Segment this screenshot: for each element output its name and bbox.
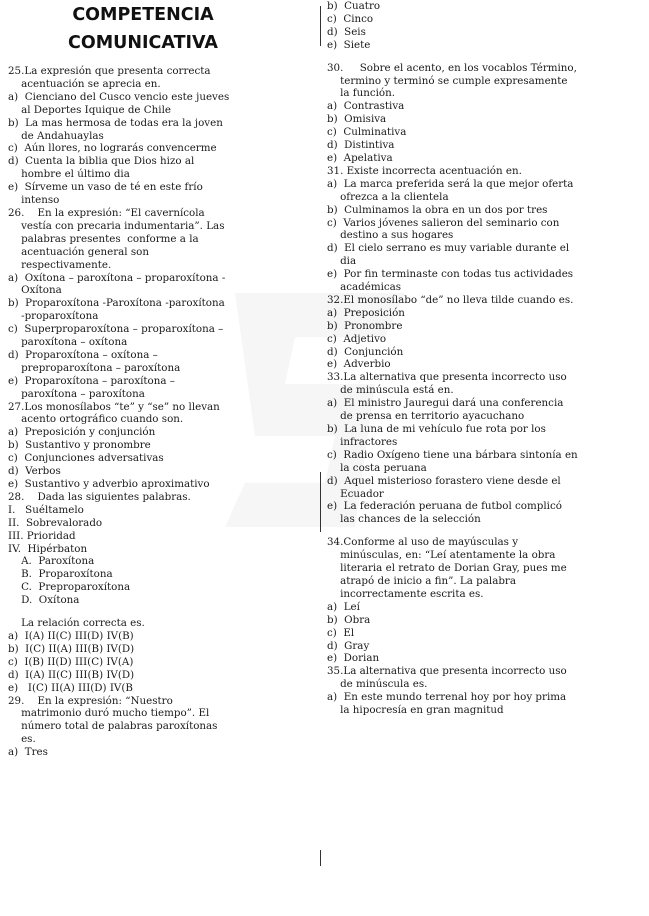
text-line: de Andahuaylas [8, 129, 104, 142]
text-line [327, 526, 645, 536]
text-line: c) I(B) II(D) III(C) IV(A) [8, 655, 134, 668]
title-line-2: COMUNICATIVA [68, 33, 218, 53]
text-line: incorrectamente escrita es. [327, 587, 484, 600]
text-line: a) La marca preferida será la que mejor oferta [327, 177, 574, 190]
text-line: III. Prioridad [8, 529, 76, 542]
text-line: al Deportes Iquique de Chile [8, 103, 171, 116]
text-line: e) Sírveme un vaso de té en este frío [8, 181, 203, 194]
text-line: preproparoxítona – paroxítona [8, 361, 181, 374]
text-line: b) Cuatro [327, 0, 381, 12]
text-line: b) Sustantivo y pronombre [8, 439, 151, 452]
text-line: c) Superproparoxítona – proparoxítona – [8, 323, 224, 336]
text-line: II. Sobrevalorado [8, 516, 103, 529]
column-divider-bottom [320, 850, 321, 866]
right-column [327, 0, 645, 717]
text-line: minúsculas, en: “Leí atentamente la obra [327, 549, 556, 562]
text-line: b) Pronombre [327, 319, 403, 332]
text-line: vestía con precaria indumentaria”. Las [8, 219, 225, 232]
text-line: acentuación general son [8, 245, 149, 258]
text-line: 35.La alternativa que presenta incorrecto uso [327, 665, 567, 678]
text-line: 31. Existe incorrecta acentuación en. [327, 164, 522, 177]
text-line: termino y terminó se cumple expresamente [327, 74, 568, 87]
text-line: la función. [327, 87, 396, 100]
text-line: e) Apelativa [327, 151, 393, 164]
text-line: Oxítona [8, 284, 62, 297]
text-line: 28. Dada las siguientes palabras. [8, 490, 191, 503]
text-line [8, 607, 308, 617]
text-line: las chances de la selección [327, 513, 481, 526]
text-line: de minúscula es. [327, 678, 428, 691]
text-line: -proparoxítona [8, 310, 99, 323]
text-line: atrapó de inicio a fin”. La palabra [327, 574, 516, 587]
text-line: intenso [8, 194, 60, 207]
text-line: matrimonio duró mucho tiempo”. El [8, 707, 210, 720]
text-line: b) Omisiva [327, 113, 387, 126]
text-line: Ecuador [327, 487, 384, 500]
text-line: b) I(C) II(A) III(B) IV(D) [8, 642, 135, 655]
text-line: 25.La expresión que presenta correcta [8, 65, 211, 77]
text-line: IV. Hipérbaton [8, 542, 88, 555]
text-line: e) I(C) II(A) III(D) IV(B [8, 681, 133, 694]
text-line: a) En este mundo terrenal hoy por hoy prima [327, 691, 567, 704]
text-line: d) Conjunción [327, 345, 404, 358]
text-line: La relación correcta es. [8, 617, 145, 630]
text-line: la hipocresía en gran magnitud [327, 704, 504, 717]
text-line: respectivamente. [8, 258, 112, 271]
text-line: d) Seis [327, 25, 366, 38]
text-line: a) Preposición [327, 306, 405, 319]
text-line: d) Cuenta la biblia que Dios hizo al [8, 155, 195, 168]
text-line: ofrezca a la clientela [327, 190, 449, 203]
text-line: e) Por fin terminaste con todas tus actividades [327, 268, 574, 281]
text-line: d) I(A) II(C) III(B) IV(D) [8, 668, 135, 681]
text-line: a) Oxítona – paroxítona – proparoxítona - [8, 271, 226, 284]
text-line: e) Sustantivo y adverbio aproximativo [8, 478, 210, 490]
text-line: e) Siete [327, 38, 371, 51]
text-line: 32.El monosílabo “de” no lleva tilde cuando es. [327, 293, 574, 306]
text-line: D. Oxítona [8, 594, 80, 607]
text-line: literaria el retrato de Dorian Gray, pues me [327, 562, 567, 575]
text-line: d) Verbos [8, 465, 61, 478]
text-line: palabras presentes conforme a la [8, 232, 199, 245]
text-line: a) Contrastiva [327, 100, 405, 113]
text-line: de prensa en territorio ayacuchano [327, 410, 525, 423]
text-line: paroxítona – oxítona [8, 336, 128, 349]
column-divider-middle [320, 472, 321, 532]
text-line: a) Cienciano del Cusco vencio este jueves [8, 90, 230, 103]
text-line: académicas [327, 281, 402, 294]
text-line: a) El ministro Jauregui dará una conferencia [327, 397, 564, 410]
text-line: a) I(A) II(C) III(D) IV(B) [8, 629, 134, 642]
left-question-list [8, 65, 308, 759]
text-line: d) Gray [327, 639, 370, 652]
text-line: b) La mas hermosa de todas era la joven [8, 116, 223, 129]
text-line: c) Conjunciones adversativas [8, 452, 164, 465]
text-line: 30. Sobre el acento, en los vocablos Término, [327, 61, 577, 74]
text-line: d) El cielo serrano es muy variable durante el [327, 242, 570, 255]
text-line: a) Tres [8, 746, 48, 759]
text-line: c) Varios jóvenes salieron del seminario con [327, 216, 560, 229]
text-line: C. Preproparoxítona [8, 581, 131, 594]
text-line: c) El [327, 626, 355, 639]
text-line: b) Proparoxítona -Paroxítona -paroxítona [8, 297, 225, 310]
text-line: a) Preposición y conjunción [8, 426, 156, 439]
text-line: b) Culminamos la obra en un dos por tres [327, 203, 548, 216]
text-line: de minúscula está en. [327, 384, 454, 397]
text-line: infractores [327, 435, 398, 448]
text-line: hombre el último dia [8, 168, 130, 181]
text-line: e) Adverbio [327, 358, 391, 371]
right-question-list [327, 0, 645, 717]
text-line: B. Proparoxítona [8, 568, 113, 581]
text-line: es. [8, 733, 36, 746]
text-line: A. Paroxítona [8, 555, 95, 568]
text-line: b) Obra [327, 613, 371, 626]
text-line: d) Distintiva [327, 139, 395, 152]
text-line: dia [327, 255, 357, 268]
text-line: d) Aquel misterioso forastero viene desde el [327, 474, 561, 487]
title-line-1: COMPETENCIA [72, 5, 214, 25]
text-line: c) Adjetivo [327, 332, 387, 345]
text-line: c) Culminativa [327, 126, 407, 139]
text-line: 26. En la expresión: “El cavernícola [8, 206, 205, 219]
text-line: acento ortográfico cuando son. [8, 413, 184, 426]
text-line: número total de palabras paroxítonas [8, 720, 218, 733]
text-line: la costa peruana [327, 461, 427, 474]
text-line: c) Radio Oxígeno tiene una bárbara sintonía en [327, 448, 578, 461]
text-line: I. Suéltamelo [8, 503, 84, 516]
text-line: 27.Los monosílabos “te” y “se” no llevan [8, 400, 220, 413]
text-line [327, 52, 645, 62]
text-line: 29. En la expresión: “Nuestro [8, 694, 173, 707]
text-line: d) Proparoxítona – oxítona – [8, 348, 158, 361]
text-line: acentuación se aprecia en. [8, 77, 161, 90]
text-line: e) Dorian [327, 652, 380, 665]
text-line: paroxítona – paroxítona [8, 387, 145, 400]
text-line: a) Leí [327, 600, 360, 613]
left-column [8, 0, 308, 759]
text-line: e) La federación peruana de futbol complicó [327, 500, 562, 513]
text-line: e) Proparoxítona – paroxítona – [8, 374, 175, 387]
column-divider-top [320, 6, 321, 46]
text-line: 34.Conforme al uso de mayúsculas y [327, 536, 519, 549]
text-line: c) Cinco [327, 12, 374, 25]
text-line: b) La luna de mi vehículo fue rota por los [327, 423, 546, 435]
text-line: 33.La alternativa que presenta incorrecto uso [327, 371, 567, 384]
text-line: destino a sus hogares [327, 229, 454, 242]
text-line: c) Aún llores, no lograrás convencerme [8, 142, 217, 155]
